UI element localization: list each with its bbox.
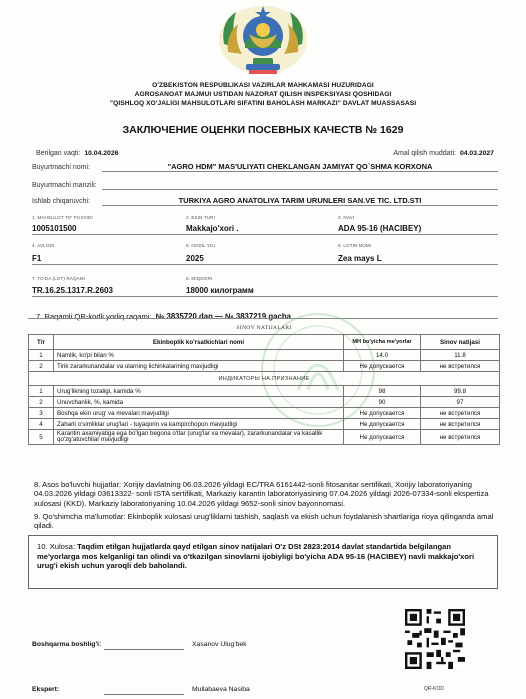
expert-label: Ekspert: xyxy=(32,686,60,693)
row-name: Urug'likning tozaligi, kamida % xyxy=(54,386,344,397)
head-label: Boshqarma boshlig'i: xyxy=(32,641,102,648)
section-test-results: SINOV NATIJALARI xyxy=(236,325,292,331)
row-num: 3 xyxy=(29,408,54,419)
col-num: T/r xyxy=(29,335,54,350)
producer-value: TURKIYA AGRO ANATOLIYA TARIM URUNLERI SAN.VE TIC. LTD.STI xyxy=(178,196,422,205)
grid-label-2: 2. EKIN TURI xyxy=(186,215,215,220)
row-norm: Не допускается xyxy=(344,430,421,445)
qr-range: 7. Raqamli QR-kodli yorliq raqami: № 3835720 dan — № 3837219 gacha xyxy=(36,312,291,321)
additional-info: 9. Qo'shimcha ma'lumotlar: Ekinboplik xulosasi urug'liklarni tashish, saqlash va ekish uchun foydalanish shartlariga rioya qilinganda amal qiladi. xyxy=(34,512,494,531)
customer-label: Buyurtmachi nomi: xyxy=(32,164,90,171)
col-result: Sinov natijasi xyxy=(421,335,500,350)
grid-label-8: 8. MIQDORI xyxy=(186,276,213,281)
grid-label-6: 6. LOTIN NOMI xyxy=(338,243,372,248)
row-norm: Не допускается xyxy=(344,408,421,419)
row-norm: 14.0 xyxy=(344,350,421,361)
qr-code-label: QR-KOD xyxy=(424,686,444,692)
grid-label-4: 4. AVLODI xyxy=(32,243,55,248)
row-result: не встретился xyxy=(421,419,500,430)
row-num: 1 xyxy=(29,386,54,397)
grid-value-8: 18000 килограмм xyxy=(186,286,254,295)
row-num: 4 xyxy=(29,419,54,430)
customer-value: "AGRO HDM" MAS'ULIYATI CHEKLANGAN JAMIYAT QO`SHMA KORXONA xyxy=(167,162,433,171)
row-result: не встретился xyxy=(421,408,500,419)
conclusion-text: Taqdim etilgan hujjatlarda qayd etilgan sinov natijalari O'z DSt 2823:2014 davlat standartida belgilangan me'yorlarga mos kelganligi tan olindi va o'tkazilgan sinovlarni ijobiyligi bo'yicha ADA 95-16 (HACIBEY) navli makkajo'xori urug'i ekish uchun yaroqli deb baholandi. xyxy=(37,542,475,571)
row-result: 11.8 xyxy=(421,350,500,361)
row-name: Zaharli o'simliklar urug'lari - tuyaqorin va kampirchopon mavjudligi xyxy=(54,419,344,430)
row-result: не встретился xyxy=(421,361,500,372)
row-norm: 98 xyxy=(344,386,421,397)
grid-value-3: ADA 95-16 (HACIBEY) xyxy=(338,224,422,233)
row-num: 2 xyxy=(29,361,54,372)
grid-value-7: TR.16.25.1317.R.2603 xyxy=(32,286,113,295)
address-label: Buyurtmachi manzili: xyxy=(32,182,97,189)
issued-date: Berilgan vaqti: 10.04.2026 xyxy=(36,150,119,157)
grid-value-6: Zea mays L xyxy=(338,254,382,263)
row-result: 99.8 xyxy=(421,386,500,397)
valid-date: Amal qilish muddati: 04.03.2027 xyxy=(393,150,494,157)
grid-label-3: 3. NAVI xyxy=(338,215,355,220)
head-name: Xasanov Ulug'bek xyxy=(192,641,247,648)
row-name: Tirik zararkunandalar va ularning lichinkalarining mavjudligi xyxy=(54,361,344,372)
row-norm: Не допускается xyxy=(344,419,421,430)
row-num: 1 xyxy=(29,350,54,361)
state-emblem-icon xyxy=(216,4,310,76)
section-indicators: ИНДИКАТОРЫ НА ПРИЗНАНИЕ xyxy=(29,372,500,386)
qr-code-icon xyxy=(405,609,465,669)
row-name: Boshqa ekin urug' va mevalari mavjudligi xyxy=(54,408,344,419)
conclusion-box: 10. Xulosa: Taqdim etilgan hujjatlarda qayd etilgan sinov natijalari O'z DSt 2823:2014 davlat standartida belgilangan me'yorlarga mos kelganligi tan olindi va o'tkazilgan sinovlarni ijobiyligi bo'yicha ADA 95-16 (HACIBEY) navli makkajo'xori urug'i ekish uchun yaroqli deb baholandi. xyxy=(28,535,498,589)
row-name: Namlik, ko'pi bilan % xyxy=(54,350,344,361)
grid-value-2: Makkajo'xori . xyxy=(186,224,239,233)
producer-label: Ishlab chiqaruvchi: xyxy=(32,198,90,205)
header-line-1: O'ZBEKISTON RESPUBLIKASI VAZIRLAR MAHKAMASI HUZURIDAGI xyxy=(152,82,374,89)
col-norm: MH bo'yicha me'yorlar xyxy=(344,335,421,350)
row-result: не встретился xyxy=(421,430,500,445)
grid-value-5: 2025 xyxy=(186,254,204,263)
table-row xyxy=(29,397,500,408)
document-title: ЗАКЛЮЧЕНИЕ ОЦЕНКИ ПОСЕВНЫХ КАЧЕСТВ № 1629 xyxy=(122,124,404,136)
table-row xyxy=(29,430,500,445)
grid-label-1: 1. MAHSULOT TIF TN KODI xyxy=(32,215,93,220)
row-norm: Не допускается xyxy=(344,361,421,372)
grid-label-7: 7. TO'DA (LOT) RAQAMI xyxy=(32,276,86,281)
header-line-2: AGROSANOAT MAJMUI USTIDAN NAZORAT QILISH INSPEKSIYASI QOSHIDAGI xyxy=(134,91,392,98)
row-result: 97 xyxy=(421,397,500,408)
grid-value-4: F1 xyxy=(32,254,42,263)
row-name: Karantin axamiyatiga ega bo'lgan begona o'tlar (urug'lar va mevalar), zararkunandalar va kasallik qo'zg'atuvchilar mavjudligi xyxy=(54,430,344,445)
basis-documents: 8. Asos bo'luvchi hujjatlar: Xorijiy davlatning 06.03.2026 yildagi EC/TRA 6161442-sonli fitosanitar sertifikati, Xorijiy laboratoriyaning 04.03.2026 yildagi 03613322- sonli ISTA sertifikati, Markaziy karantin laboratoriyasining 07.04.2026 yildagi 2026-07334-sonli ekspertiza xulosasi (KKD). Markaziy laboratoriyaning 10.04.2026 yildagi 9652-sonli sinov bayonnomasi. xyxy=(34,480,489,508)
row-name: Unuvchanlik, %, kamida xyxy=(54,397,344,408)
grid-value-1: 1005101500 xyxy=(32,224,77,233)
grid-label-5: 5. HOSIL YILI xyxy=(186,243,216,248)
row-num: 2 xyxy=(29,397,54,408)
table-row xyxy=(29,350,500,361)
row-norm: 90 xyxy=(344,397,421,408)
table-row xyxy=(29,386,500,397)
table-row xyxy=(29,361,500,372)
col-name: Ekinboplik ko'rsatkichlari nomi xyxy=(54,335,344,350)
table-row xyxy=(29,408,500,419)
row-num: 5 xyxy=(29,430,54,445)
results-table xyxy=(28,334,500,445)
expert-name: Mullabaeva Nasiba xyxy=(192,686,250,693)
table-row xyxy=(29,419,500,430)
header-line-3: "QISHLOQ XO'JALIGI MAHSULOTLARI SIFATINI BAHOLASH MARKAZI" DAVLAT MUASSASASI xyxy=(109,100,417,107)
